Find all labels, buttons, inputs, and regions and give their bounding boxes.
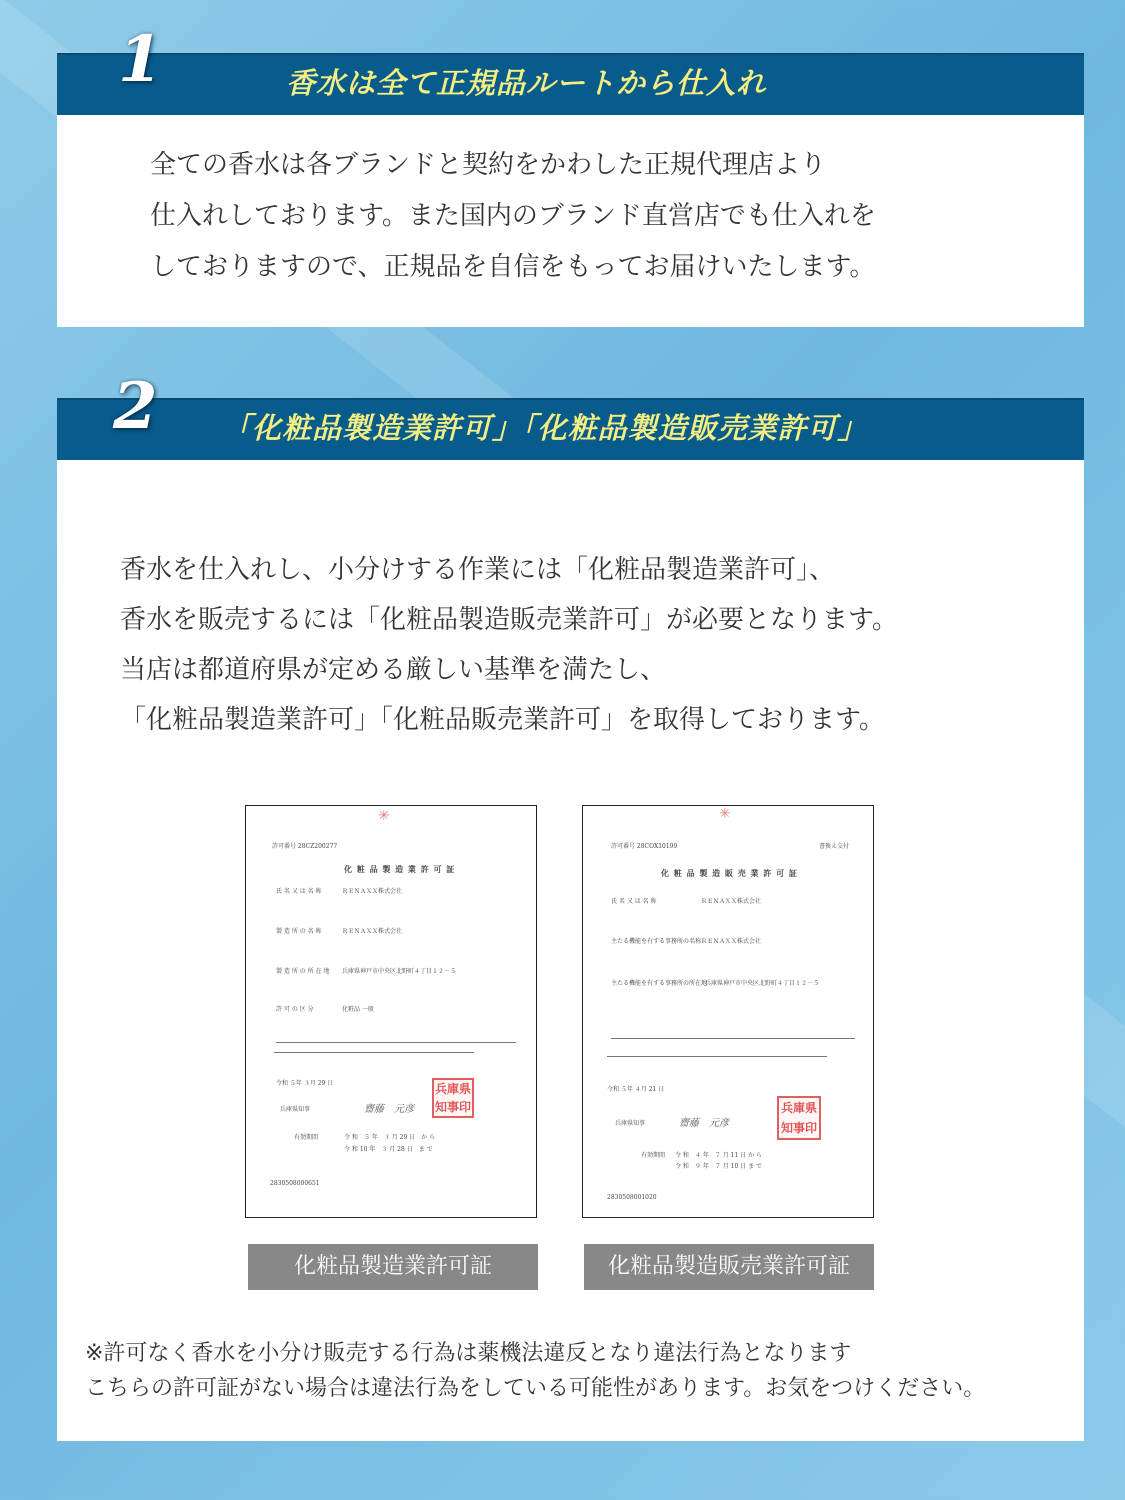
validity-label: 有効期間 [641, 1152, 666, 1159]
validity-from: 令 和 ４ 年 ７ 月 11 日 か ら [675, 1152, 762, 1159]
permit-number: 許可番号 28COX10199 [611, 843, 678, 850]
section2-title: 「化粧品製造業許可」「化粧品製造販売業許可」 [222, 411, 868, 445]
text-placeholder-line [276, 1042, 516, 1043]
body-line: 当店は都道府県が定める厳しい基準を満たし、 [120, 655, 667, 685]
certificate-heading: 化 粧 品 製 造 業 許 可 証 [344, 864, 456, 874]
note-line: こちらの許可証がない場合は違法行為をしている可能性があります。お気をつけください。 [85, 1376, 986, 1401]
certificate-manufacturing-permit [245, 805, 537, 1218]
governor-label: 兵庫県知事 [615, 1120, 646, 1127]
text-placeholder-line [274, 1052, 474, 1053]
address-value: 兵庫県神戸市中央区北野町４丁目１２－５ [705, 980, 820, 987]
body-line: 仕入れしております。また国内のブランド直営店でも仕入れを [150, 201, 876, 231]
signature: 齋藤 元彦 [364, 1104, 414, 1115]
address-label: 製 造 所 の 所 在 地 [276, 968, 330, 975]
certificate-manufacturing-sales-permit [582, 805, 874, 1218]
prefecture-seal [432, 1078, 474, 1118]
site-label: 製 造 所 の 名 称 [276, 928, 322, 935]
validity-to: 令 和 ９ 年 ７ 月 10 日 ま で [675, 1163, 762, 1170]
issue-date: 令和 ５年 ４月 21 日 [607, 1086, 665, 1093]
category-value: 化粧品 一般 [342, 1006, 374, 1013]
name-label: 氏 名 又 は 名 称 [611, 898, 657, 905]
warning-note [85, 1336, 985, 1406]
certificate-caption: 化粧品製造販売業許可証 [584, 1244, 874, 1290]
governor-label: 兵庫県知事 [280, 1106, 311, 1113]
serial-number: 2830508001020 [607, 1194, 657, 1201]
section1-number: 1 [118, 22, 163, 97]
serial-number: 2830508000651 [270, 1180, 320, 1187]
certificate-caption: 化粧品製造業許可証 [248, 1244, 538, 1290]
stamp-mark-icon: ✳ [378, 808, 390, 824]
seal-text: 兵庫県知事印 [780, 1101, 817, 1135]
note-line: ※許可なく香水を小分け販売する行為は薬機法違反となり違法行為となります [85, 1341, 852, 1366]
section1-body [150, 140, 876, 293]
text-placeholder-line [607, 1056, 827, 1057]
category-label: 許 可 の 区 分 [276, 1006, 314, 1013]
reissue-label: 書換え交付 [819, 843, 850, 850]
site-label: 主たる機能を有する事務所の名称 [611, 938, 702, 945]
text-placeholder-line [611, 1038, 855, 1039]
body-line: 香水を販売するには「化粧品製造販売業許可」が必要となります。 [120, 605, 898, 635]
body-line: しておりますので、正規品を自信をもってお届けいたします。 [150, 252, 876, 282]
body-line: 香水を仕入れし、小分けする作業には「化粧品製造業許可」、 [120, 555, 836, 585]
name-label: 氏 名 又 は 名 称 [276, 888, 322, 895]
address-value: 兵庫県神戸市中央区北野町４丁目１２－５ [342, 968, 457, 975]
name-value: ＲＥＮＡＸＸ株式会社 [701, 898, 762, 905]
site-value: ＲＥＮＡＸＸ株式会社 [342, 928, 403, 935]
certificate-heading: 化 粧 品 製 造 販 売 業 許 可 証 [661, 868, 798, 878]
validity-to: 令 和 10 年 ３ 月 28 日 ま で [344, 1146, 433, 1153]
body-line: 「化粧品製造業許可」「化粧品販売業許可」を取得しております。 [120, 705, 885, 735]
name-value: ＲＥＮＡＸＸ株式会社 [342, 888, 403, 895]
validity-from: 令 和 ５ 年 ３ 月 29 日 か ら [344, 1134, 436, 1141]
section2-number: 2 [113, 369, 158, 444]
address-label: 主たる機能を有する事務所の所在地 [611, 980, 708, 987]
seal-text: 兵庫県知事印 [434, 1082, 471, 1114]
body-line: 全ての香水は各ブランドと契約をかわした正規代理店より [150, 150, 827, 180]
prefecture-seal [777, 1096, 821, 1140]
signature: 齋藤 元彦 [679, 1118, 729, 1129]
issue-date: 令和 ５年 ３月 29 日 [276, 1080, 334, 1087]
section2-body [120, 545, 898, 745]
site-value: ＲＥＮＡＸＸ株式会社 [701, 938, 762, 945]
section1-title: 香水は全て正規品ルートから仕入れ [286, 66, 767, 100]
stamp-mark-icon: ✳ [719, 806, 731, 822]
validity-label: 有効期間 [294, 1134, 319, 1141]
permit-number: 許可番号 28CZ200277 [272, 843, 338, 850]
